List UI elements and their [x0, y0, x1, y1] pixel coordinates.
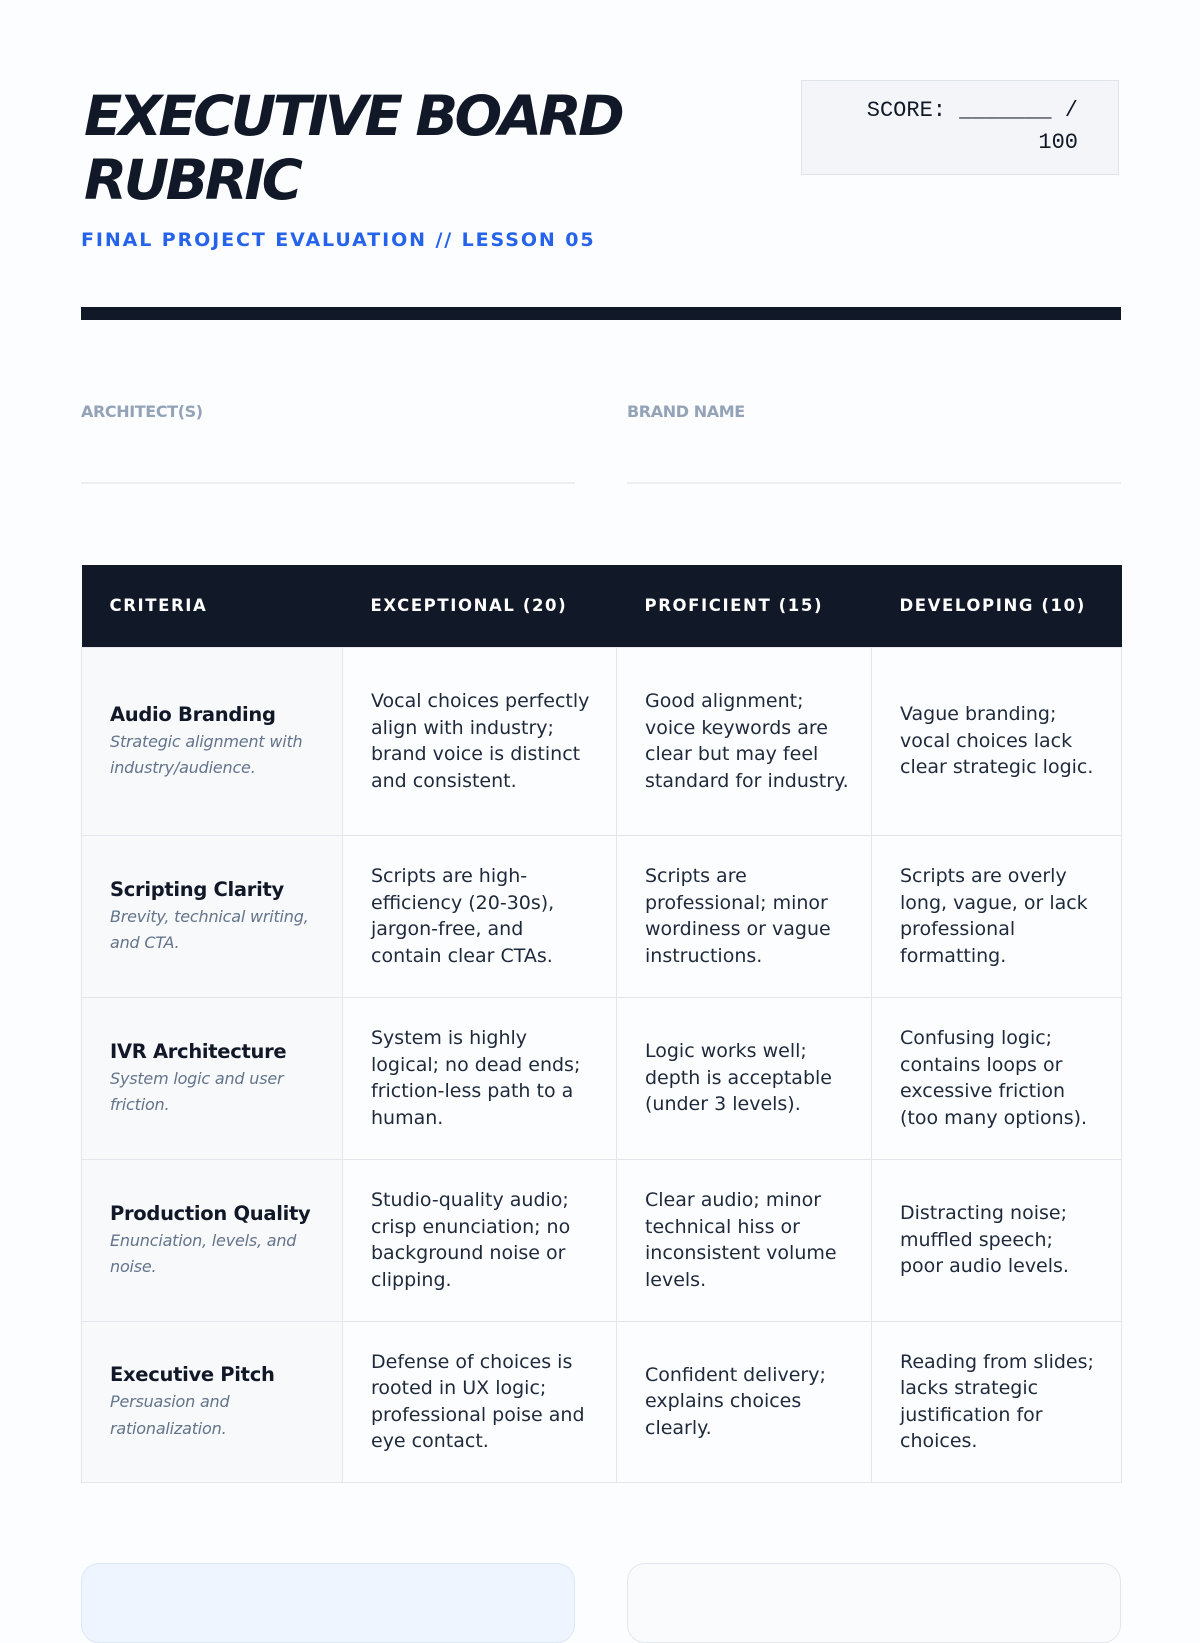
criteria-cell — [82, 997, 343, 1159]
criteria-description: Strategic alignment with industry/audience. — [110, 731, 303, 777]
table-row — [82, 997, 1122, 1159]
page-title — [84, 84, 778, 212]
header-proficient: PROFICIENT (15) — [617, 565, 872, 647]
criteria-description: Brevity, technical writing, and CTA. — [110, 906, 309, 952]
criteria-cell — [82, 1159, 343, 1321]
table-row — [82, 835, 1122, 997]
criteria-description: Enunciation, levels, and noise. — [110, 1230, 297, 1276]
criteria-name: Executive Pitch — [110, 1363, 275, 1386]
table-row — [82, 1159, 1122, 1321]
developing-cell: Confusing logic; contains loops or excessive friction (too many options). — [872, 997, 1122, 1159]
criteria-cell — [82, 835, 343, 997]
score-total: 100 — [1038, 130, 1078, 155]
criteria-name: Audio Branding — [110, 702, 276, 726]
proficient-cell: Clear audio; minor technical hiss or inconsistent volume levels. — [617, 1159, 872, 1321]
proficient-cell: Logic works well; depth is acceptable (under 3 levels). — [617, 997, 872, 1159]
exceptional-cell: System is highly logical; no dead ends; friction-less path to a human. — [343, 997, 617, 1159]
criteria-name: IVR Architecture — [110, 1039, 287, 1063]
notes-card-right — [627, 1563, 1121, 1643]
exceptional-cell: Vocal choices perfectly align with industry; brand voice is distinct and consistent. — [343, 647, 617, 835]
brand-name-field[interactable] — [627, 402, 1121, 421]
notes-card-left — [81, 1563, 575, 1643]
table-header-row — [82, 565, 1122, 647]
header-divider — [81, 307, 1121, 320]
proficient-cell: Scripts are professional; minor wordiness or vague instructions. — [617, 835, 872, 997]
table-row — [82, 647, 1122, 835]
criteria-description: Persuasion and rationalization. — [110, 1392, 230, 1438]
exceptional-cell: Defense of choices is rooted in UX logic; professional poise and eye contact. — [343, 1321, 617, 1482]
developing-cell: Reading from slides; lacks strategic justification for choices. — [872, 1321, 1122, 1482]
criteria-cell — [82, 647, 343, 835]
rubric-table — [81, 565, 1122, 1483]
criteria-cell — [82, 1321, 343, 1482]
brand-name-label: BRAND NAME — [627, 402, 745, 421]
criteria-name: Production Quality — [110, 1201, 311, 1225]
proficient-cell: Confident delivery; explains choices clearly. — [617, 1321, 872, 1482]
exceptional-cell: Scripts are high-efficiency (20-30s), jargon-free, and contain clear CTAs. — [343, 835, 617, 997]
criteria-name: Scripting Clarity — [110, 877, 284, 901]
header-criteria: CRITERIA — [82, 565, 343, 647]
architects-input-line[interactable] — [81, 482, 575, 484]
page-subtitle: FINAL PROJECT EVALUATION // LESSON 05 — [81, 229, 596, 251]
score-box — [801, 80, 1119, 175]
developing-cell: Distracting noise; muffled speech; poor audio levels. — [872, 1159, 1122, 1321]
developing-cell: Scripts are overly long, vague, or lack professional formatting. — [872, 835, 1122, 997]
title-line-1: EXECUTIVE BOARD — [84, 84, 622, 148]
rubric-page — [81, 0, 1121, 1600]
criteria-description: System logic and user friction. — [110, 1068, 284, 1114]
exceptional-cell: Studio-quality audio; crisp enunciation; no background noise or clipping. — [343, 1159, 617, 1321]
table-row — [82, 1321, 1122, 1482]
title-line-2: RUBRIC — [84, 148, 300, 212]
score-label: SCORE: _______ / — [866, 98, 1078, 123]
proficient-cell: Good alignment; voice keywords are clear but may feel standard for industry. — [617, 647, 872, 835]
header-exceptional: EXCEPTIONAL (20) — [343, 565, 617, 647]
header-developing: DEVELOPING (10) — [872, 565, 1122, 647]
brand-name-input-line[interactable] — [627, 482, 1121, 484]
developing-cell: Vague branding; vocal choices lack clear strategic logic. — [872, 647, 1122, 835]
architects-field[interactable] — [81, 402, 575, 421]
architects-label: ARCHITECT(S) — [81, 402, 203, 421]
